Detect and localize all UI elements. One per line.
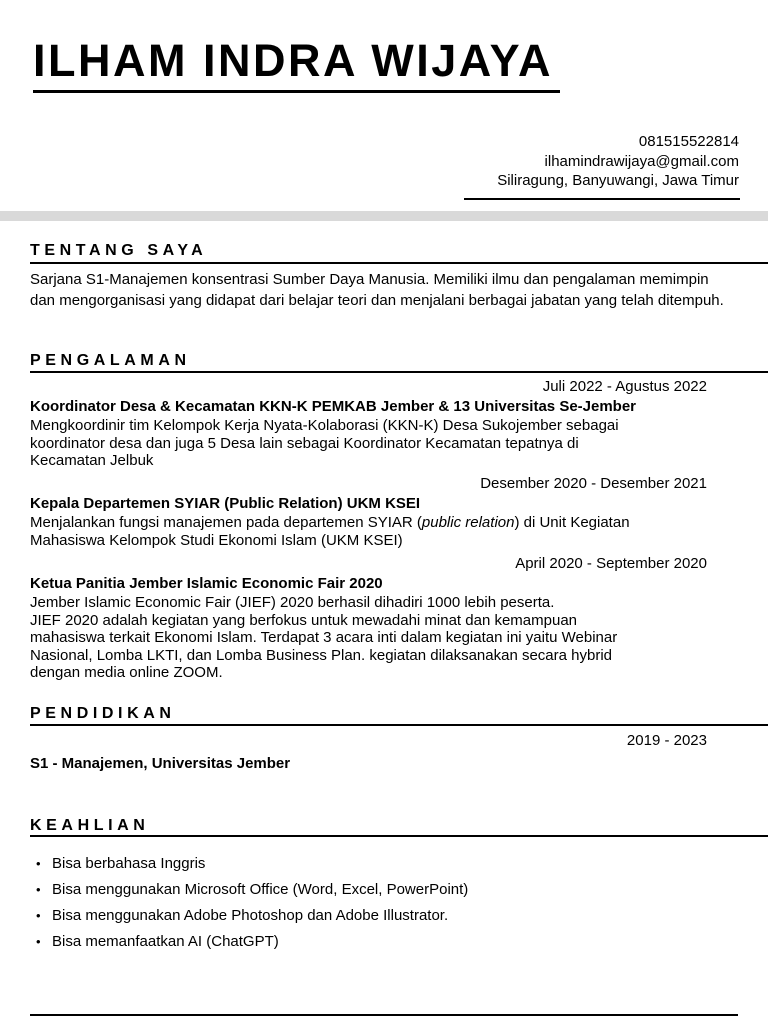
header-separator-band bbox=[0, 211, 768, 221]
description-italic: public relation bbox=[421, 514, 515, 531]
description-line: Nasional, Lomba LKTI, dan Lomba Business Plan. kegiatan dilaksanakan secara hybrid bbox=[30, 646, 613, 664]
skill-label: Bisa memanfaatkan AI (ChatGPT) bbox=[52, 933, 279, 950]
contact-divider bbox=[464, 198, 740, 200]
home-address: Siliragung, Banyuwangi, Jawa Timur bbox=[497, 172, 739, 189]
section-rule-education bbox=[30, 724, 768, 726]
skills-list bbox=[30, 851, 468, 955]
description-line: dengan media online ZOOM. bbox=[30, 664, 223, 681]
section-rule-experience bbox=[30, 371, 768, 373]
skill-label: Bisa berbahasa Inggris bbox=[52, 855, 206, 872]
about-text: Sarjana S1-Manajemen konsentrasi Sumber Daya Manusia. Memiliki ilmu dan pengalaman memimpin dan mengorganisasi yang didapat dari belajar teori dan menjalani berbagai jabatan yang telah ditempuh. bbox=[30, 271, 724, 309]
experience-role: Koordinator Desa & Kecamatan KKN-K PEMKAB Jember & 13 Universitas Se-Jember bbox=[30, 398, 637, 415]
section-title-education: PENDIDIKAN bbox=[30, 705, 176, 722]
resume-name: ILHAM INDRA WIJAYA bbox=[33, 35, 554, 86]
bullet-icon: • bbox=[36, 908, 41, 923]
experience-entry bbox=[30, 474, 707, 549]
experience-description bbox=[30, 594, 707, 682]
description-line: Mahasiswa Kelompok Studi Ekonomi Islam (UKM KSEI) bbox=[30, 531, 403, 549]
skill-item bbox=[30, 929, 468, 955]
skill-item bbox=[30, 851, 468, 877]
footer-rule bbox=[30, 1014, 738, 1016]
section-title-experience: PENGALAMAN bbox=[30, 352, 191, 369]
description-line: mahasiswa terkait Ekonomi Islam. Terdapat 3 acara inti dalam kegiatan ini yaitu Webinar bbox=[30, 629, 618, 646]
bullet-icon: • bbox=[36, 856, 41, 871]
skill-item bbox=[30, 903, 468, 929]
education-degree: S1 - Manajemen, Universitas Jember bbox=[30, 755, 291, 772]
name-underline bbox=[33, 90, 560, 93]
experience-role: Ketua Panitia Jember Islamic Economic Fair 2020 bbox=[30, 575, 383, 592]
experience-date: Juli 2022 - Agustus 2022 bbox=[542, 378, 707, 395]
experience-description bbox=[30, 514, 707, 549]
experience-entry bbox=[30, 554, 707, 682]
description-line: Kecamatan Jelbuk bbox=[30, 452, 154, 469]
description-line: Mengkoordinir tim Kelompok Kerja Nyata-Kolaborasi (KKN-K) Desa Sukojember sebagai bbox=[30, 417, 619, 434]
bullet-icon: • bbox=[36, 882, 41, 897]
experience-entry bbox=[30, 377, 707, 470]
experience-date: April 2020 - September 2020 bbox=[515, 555, 707, 572]
experience-description bbox=[30, 417, 707, 470]
education-date: 2019 - 2023 bbox=[626, 732, 707, 749]
description-line: Jember Islamic Economic Fair (JIEF) 2020 berhasil dihadiri 1000 lebih peserta. bbox=[30, 594, 555, 611]
description-line bbox=[30, 514, 707, 532]
contact-block bbox=[497, 132, 739, 191]
skill-label: Bisa menggunakan Adobe Photoshop dan Adobe Illustrator. bbox=[52, 907, 449, 924]
section-title-skills: KEAHLIAN bbox=[30, 817, 150, 834]
description-line: koordinator desa dan juga 5 Desa lain sebagai Koordinator Kecamatan tepatnya di bbox=[30, 434, 579, 452]
bullet-icon: • bbox=[36, 934, 41, 949]
section-rule-skills bbox=[30, 835, 768, 837]
description-text: Menjalankan fungsi manajemen pada departemen SYIAR ( bbox=[30, 514, 422, 531]
section-title-about: TENTANG SAYA bbox=[30, 242, 208, 259]
description-text: ) di Unit Kegiatan bbox=[514, 514, 630, 531]
email-address: ilhamindrawijaya@gmail.com bbox=[544, 152, 739, 170]
experience-role: Kepala Departemen SYIAR (Public Relation) UKM KSEI bbox=[30, 495, 421, 512]
skill-item bbox=[30, 877, 468, 903]
section-rule-about bbox=[30, 262, 768, 264]
skill-label: Bisa menggunakan Microsoft Office (Word, Excel, PowerPoint) bbox=[52, 881, 469, 898]
education-entry bbox=[30, 731, 707, 774]
phone-number: 081515522814 bbox=[638, 133, 739, 150]
description-line: JIEF 2020 adalah kegiatan yang berfokus untuk mewadahi minat dan kemampuan bbox=[30, 611, 578, 629]
experience-date: Desember 2020 - Desember 2021 bbox=[480, 475, 707, 492]
